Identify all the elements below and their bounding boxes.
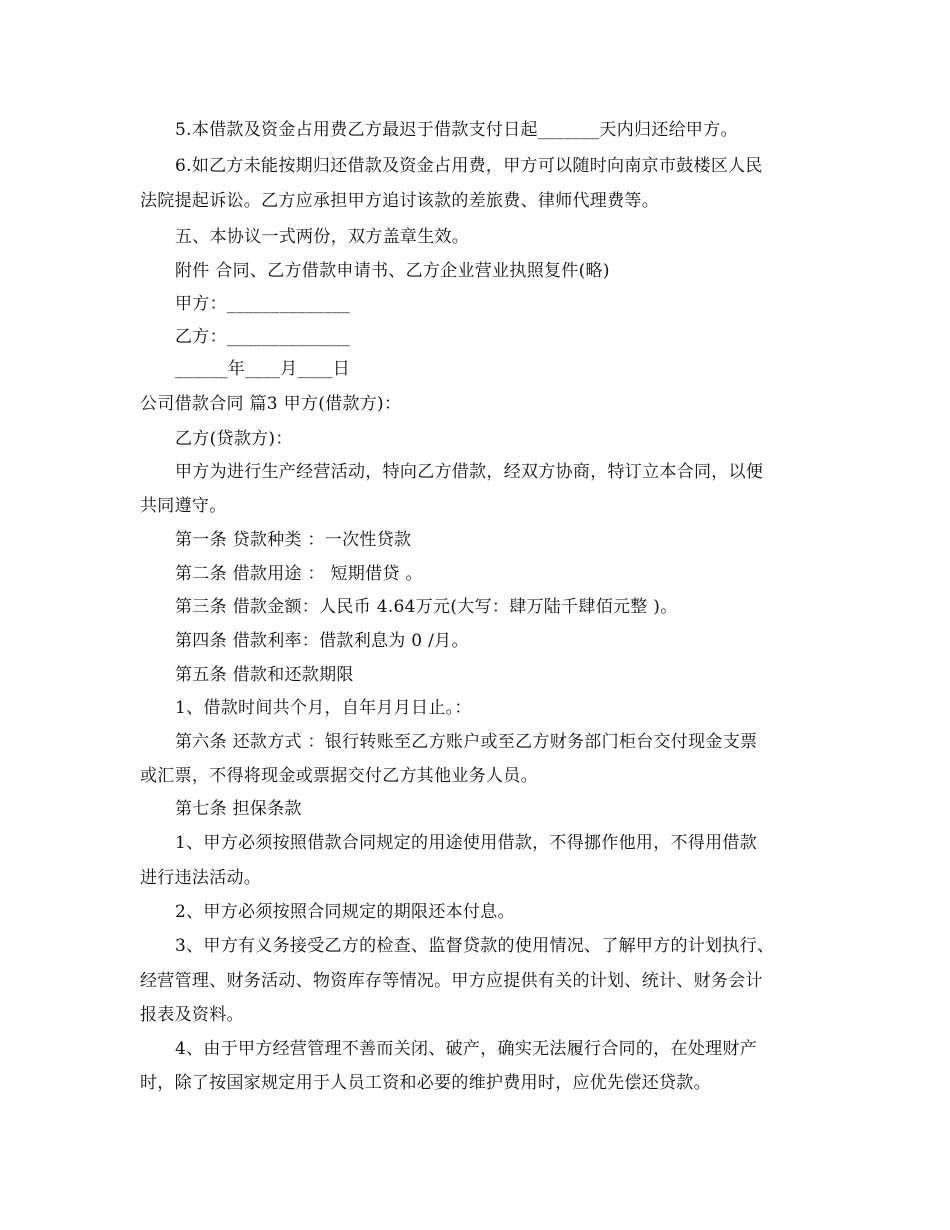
text-line: 甲方为进行生产经营活动，特向乙方借款，经双方协商，特订立本合同，以便 [175, 462, 764, 482]
text-line: 1、甲方必须按照借款合同规定的用途使用借款，不得挪作他用，不得用借款 [175, 833, 758, 853]
text-line: 第六条 还款方式 ：银行转账至乙方账户或至乙方财务部门柜台交付现金支票 [175, 732, 758, 752]
text-line: 经营管理、财务活动、物资库存等情况。甲方应提供有关的计划、统计、财务会计 [140, 971, 763, 991]
text-line: 五、本协议一式两份，双方盖章生效。 [175, 227, 470, 247]
text-line: 进行违法活动。 [140, 868, 262, 888]
text-line: 第五条 借款和还款期限 [175, 665, 354, 685]
text-line: 第二条 借款用途 ： 短期借贷 。 [175, 564, 423, 584]
section-heading: 公司借款合同 篇3 甲方(借款方)： [140, 394, 402, 414]
text-line: 乙方(贷款方)： [175, 429, 293, 449]
text-line: 3、甲方有义务接受乙方的检查、监督贷款的使用情况、了解甲方的计划执行、 [175, 936, 775, 956]
text-line: 第四条 借款利率：借款利息为 0 /月。 [175, 631, 469, 651]
text-line: 共同遵守。 [140, 496, 227, 516]
text-line: 第三条 借款金额：人民币 4.64万元(大写：肆万陆千肆佰元整 )。 [175, 597, 678, 617]
text-line: 附件 合同、乙方借款申请书、乙方企业营业执照复件(略) [175, 261, 610, 281]
text-line: 2、甲方必须按照合同规定的期限还本付息。 [175, 902, 515, 922]
text-line: 第七条 担保条款 [175, 799, 302, 819]
text-line: 法院提起诉讼。乙方应承担甲方追讨该款的差旅费、律师代理费等。 [140, 191, 659, 211]
text-line: 4、由于甲方经营管理不善而关闭、破产，确实无法履行合同的，在处理财产 [175, 1039, 758, 1059]
text-line: 第一条 贷款种类 ：一次性贷款 [175, 530, 412, 550]
text-line: ______年____月____日 [175, 359, 351, 379]
text-line: 6.如乙方未能按期归还借款及资金占用费，甲方可以随时向南京市鼓楼区人民 [175, 156, 763, 176]
text-line: 5.本借款及资金占用费乙方最迟于借款支付日起_______天内归还给甲方。 [175, 120, 738, 140]
text-line: 乙方：______________ [175, 327, 351, 347]
text-line: 时，除了按国家规定用于人员工资和必要的维护费用时，应优先偿还贷款。 [140, 1073, 711, 1093]
text-line: 报表及资料。 [140, 1005, 244, 1025]
text-line: 1、借款时间共个月，自年月月日止。： [175, 698, 472, 718]
text-line: 甲方：______________ [175, 294, 351, 314]
text-line: 或汇票，不得将现金或票据交付乙方其他业务人员。 [140, 766, 538, 786]
